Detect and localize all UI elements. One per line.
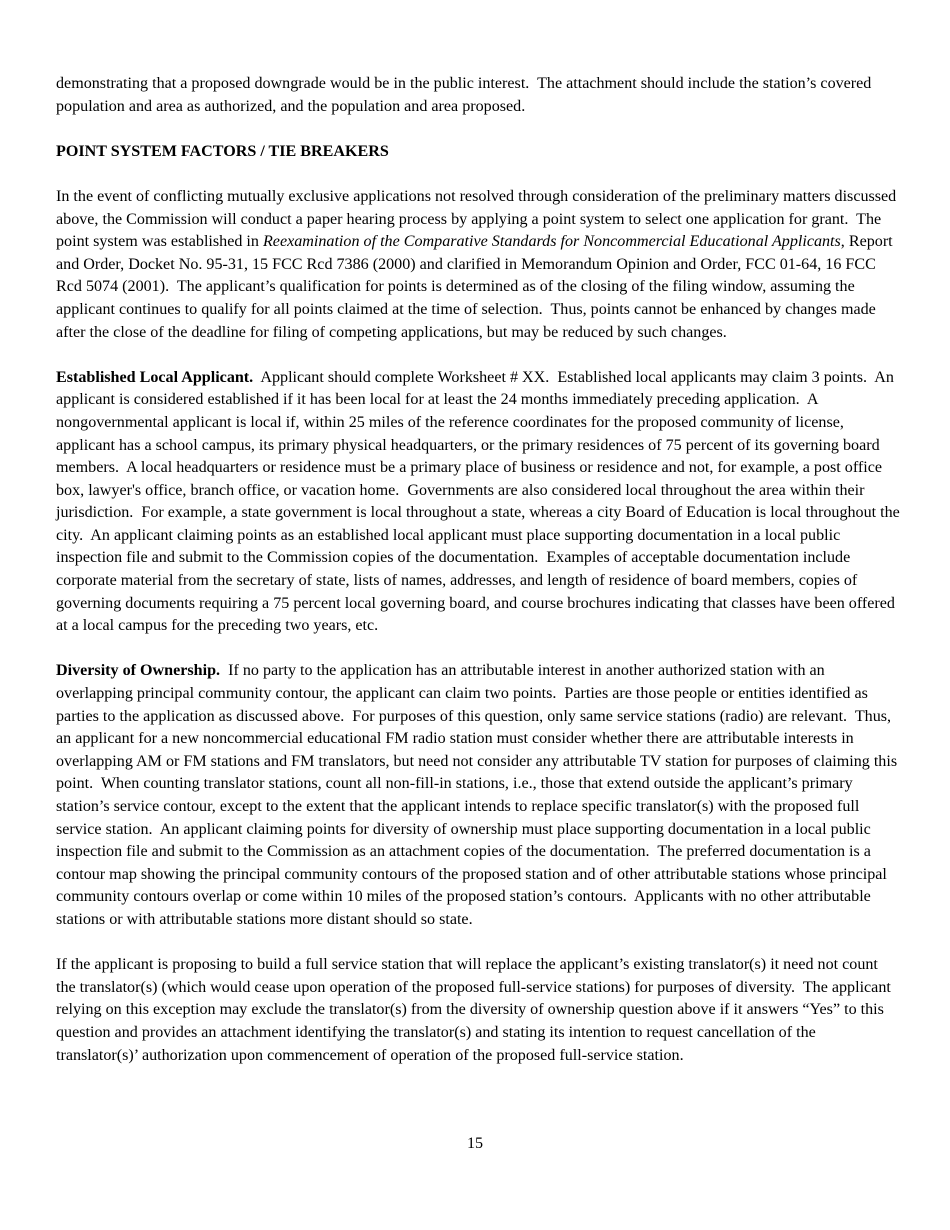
case-citation-title: Reexamination of the Comparative Standards for Noncommercial Educational Applicants bbox=[262, 233, 841, 251]
diversity-heading: Diversity of Ownership. bbox=[56, 662, 221, 680]
translator-paragraph: If the applicant is proposing to build a full service station that will replace the applicant’s existing translator(s) it need not count the translator(s) (which would cease upon operation of the proposed full-service stations) for purposes of diversity. The applicant relying on this exception may exclude the translator(s) from the diversity of ownership question above if it answers “Yes” to this question and provides an attachment identifying the translator(s) and stating its intention to request cancellation of the translator(s)’ authorization upon commencement of operation of the proposed full-service station. bbox=[56, 956, 891, 1064]
diversity-paragraph bbox=[56, 660, 900, 931]
point-system-text-before: In the event of conflicting mutually exclusive applications not resolved through consideration of the preliminary matters discussed above, the Commission will conduct a paper hearing process by applying a point system to select one application for grant. The point system was established in bbox=[56, 187, 897, 251]
established-local-text: Applicant should complete Worksheet # XX. Established local applicants may claim 3 points. An applicant is considered established if it has been local for at least the 24 months immediately preceding application. A nongovernmental applicant is local if, within 25 miles of the reference coordinates for the proposed community of license, applicant has a school campus, its primary physical headquarters, or the primary residences of 75 percent of its governing board members. A local headquarters or residence must be a primary place of business or residence and not, for example, a post office box, lawyer's office, branch office, or vacation home. Governments are also considered local throughout the area within their jurisdiction. For example, a state government is local throughout a state, whereas a city Board of Education is local throughout the city. An applicant claiming points as an established local applicant must place supporting documentation in a local public inspection file and submit to the Commission copies of the documentation. Examples of acceptable documentation include corporate material from the secretary of state, lists of names, addresses, and length of residence of board members, copies of governing documents requiring a 75 percent local governing board, and course brochures indicating that classes have been offered at a local campus for the preceding two years, etc. bbox=[56, 368, 900, 635]
document-page bbox=[56, 73, 900, 1067]
established-local-paragraph bbox=[56, 367, 900, 638]
page-number: 15 bbox=[466, 1135, 484, 1152]
point-system-paragraph bbox=[56, 186, 900, 344]
diversity-text: If no party to the application has an attributable interest in another authorized station with an overlapping principal community contour, the applicant can claim two points. Parties are those people or entities identified as parties to the application as discussed above. For purposes of this question, only same service stations (radio) are relevant. Thus, an applicant for a new noncommercial educational FM radio station must consider whether there are attributable interests in overlapping AM or FM stations and FM translators, but need not consider any attributable TV station for purposes of claiming this point. When counting translator stations, count all non-fill-in stations, i.e., those that extend outside the applicant’s primary station’s service contour, except to the extent that the applicant intends to replace specific translator(s) with the proposed full service station. An applicant claiming points for diversity of ownership must place supporting documentation in a local public inspection file and submit to the Commission as an attachment copies of the documentation. The preferred documentation is a contour map showing the principal community contours of the proposed station and of other attributable stations whose principal community contours overlap or come within 10 miles of the proposed station’s contours. Applicants with no other attributable stations or with attributable stations more distant should so state. bbox=[56, 662, 898, 928]
established-local-heading: Established Local Applicant. bbox=[56, 368, 254, 386]
intro-paragraph: demonstrating that a proposed downgrade would be in the public interest. The attachment should include the station’s covered population and area as authorized, and the population and area proposed. bbox=[56, 75, 872, 115]
section-heading: POINT SYSTEM FACTORS / TIE BREAKERS bbox=[56, 142, 389, 160]
point-system-text-after: , Report and Order, Docket No. 95-31, 15 FCC Rcd 7386 (2000) and clarified in Memorandum Opinion and Order, FCC 01-64, 16 FCC Rcd 5074 (2001). The applicant’s qualification for points is determined as of the closing of the filing window, assuming the applicant continues to qualify for all points claimed at the time of selection. Thus, points cannot be enhanced by changes made after the close of the deadline for filing of competing applications, but may be reduced by such changes. bbox=[56, 233, 893, 341]
